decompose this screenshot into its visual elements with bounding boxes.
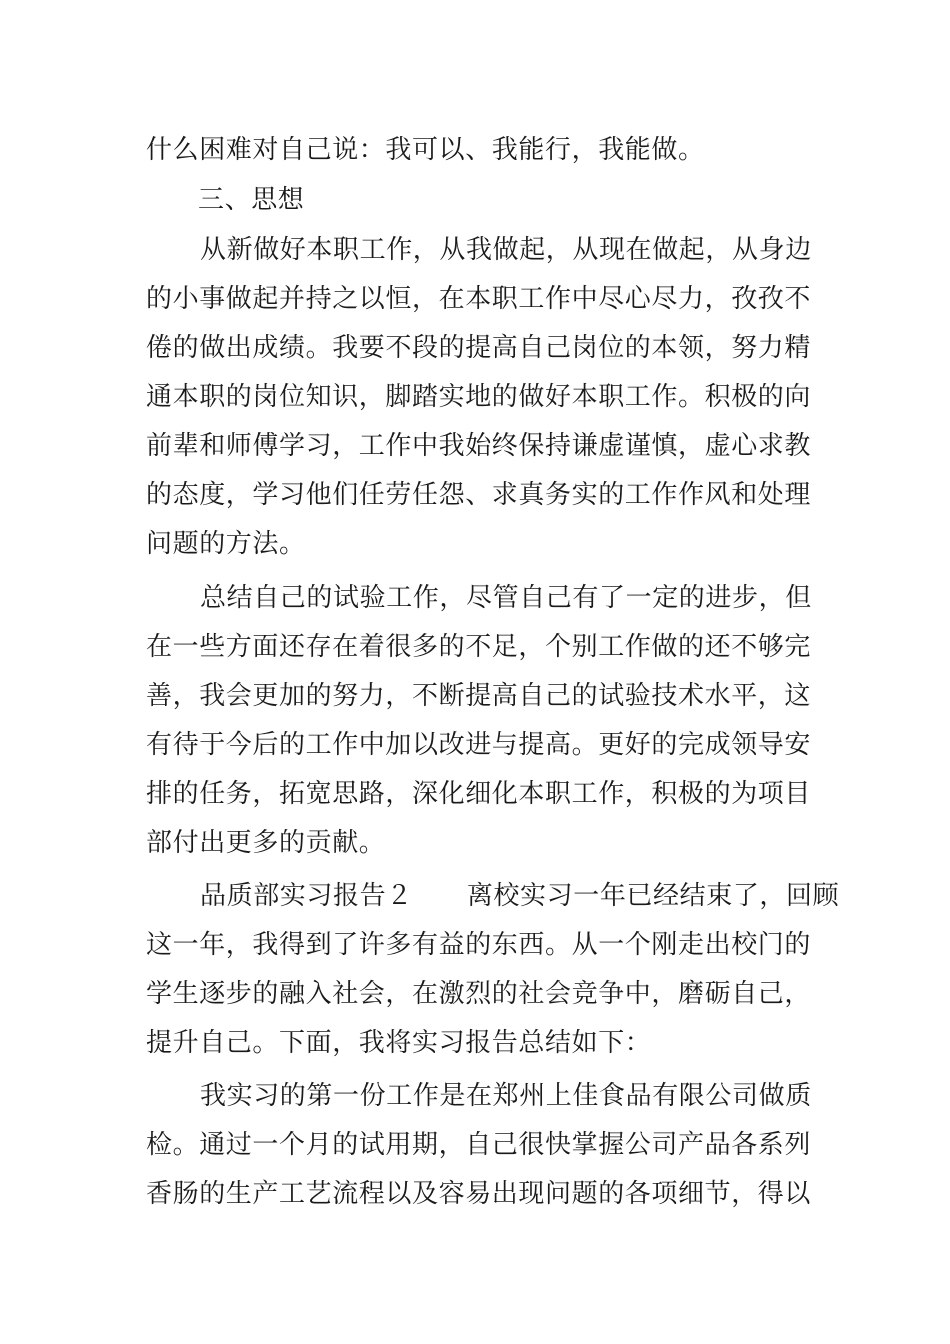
text-line: 什么困难对自己说：我可以、我能行，我能做。 [146,135,705,165]
text-line: 通本职的岗位知识，脚踏实地的做好本职工作。积极的向 [146,382,812,412]
text-line: 有待于今后的工作中加以改进与提高。更好的完成领导安 [146,730,812,760]
text-line: 的态度，学习他们任劳任怨、求真务实的工作作风和处理 [146,480,812,510]
text-line: 检。通过一个月的试用期，自己很快掌握公司产品各系列 [146,1130,812,1160]
report-title: 品质部实习报告２ [200,881,413,911]
text-line: 香肠的生产工艺流程以及容易出现问题的各项细节，得以 [146,1179,812,1209]
text-line: 学生逐步的融入社会，在激烈的社会竞争中，磨砺自己， [146,979,812,1009]
text-line: 提升自己。下面，我将实习报告总结如下： [146,1028,652,1058]
section-heading: 三、思想 [198,185,305,215]
text-line: 问题的方法。 [146,529,306,559]
text-line: 从新做好本职工作，从我做起，从现在做起，从身边 [200,235,812,265]
text-line: 的小事做起并持之以恒，在本职工作中尽心尽力，孜孜不 [146,284,812,314]
text-line: 善，我会更加的努力，不断提高自己的试验技术水平，这 [146,681,812,711]
text-line: 部付出更多的贡献。 [146,828,386,858]
text-line: 排的任务，拓宽思路，深化细化本职工作，积极的为项目 [146,779,812,809]
text-line: 在一些方面还存在着很多的不足，个别工作做的还不够完 [146,632,812,662]
text-line: 倦的做出成绩。我要不段的提高自己岗位的本领，努力精 [146,333,812,363]
text-line: 总结自己的试验工作，尽管自己有了一定的进步，但 [200,583,812,613]
text-span: 离校实习一年已经结束了，回顾 [466,881,840,911]
report-title-line [200,876,840,916]
text-line: 我实习的第一份工作是在郑州上佳食品有限公司做质 [200,1081,812,1111]
text-line: 这一年，我得到了许多有益的东西。从一个刚走出校门的 [146,930,812,960]
text-line: 前辈和师傅学习，工作中我始终保持谦虚谨慎，虚心求教 [146,431,812,461]
